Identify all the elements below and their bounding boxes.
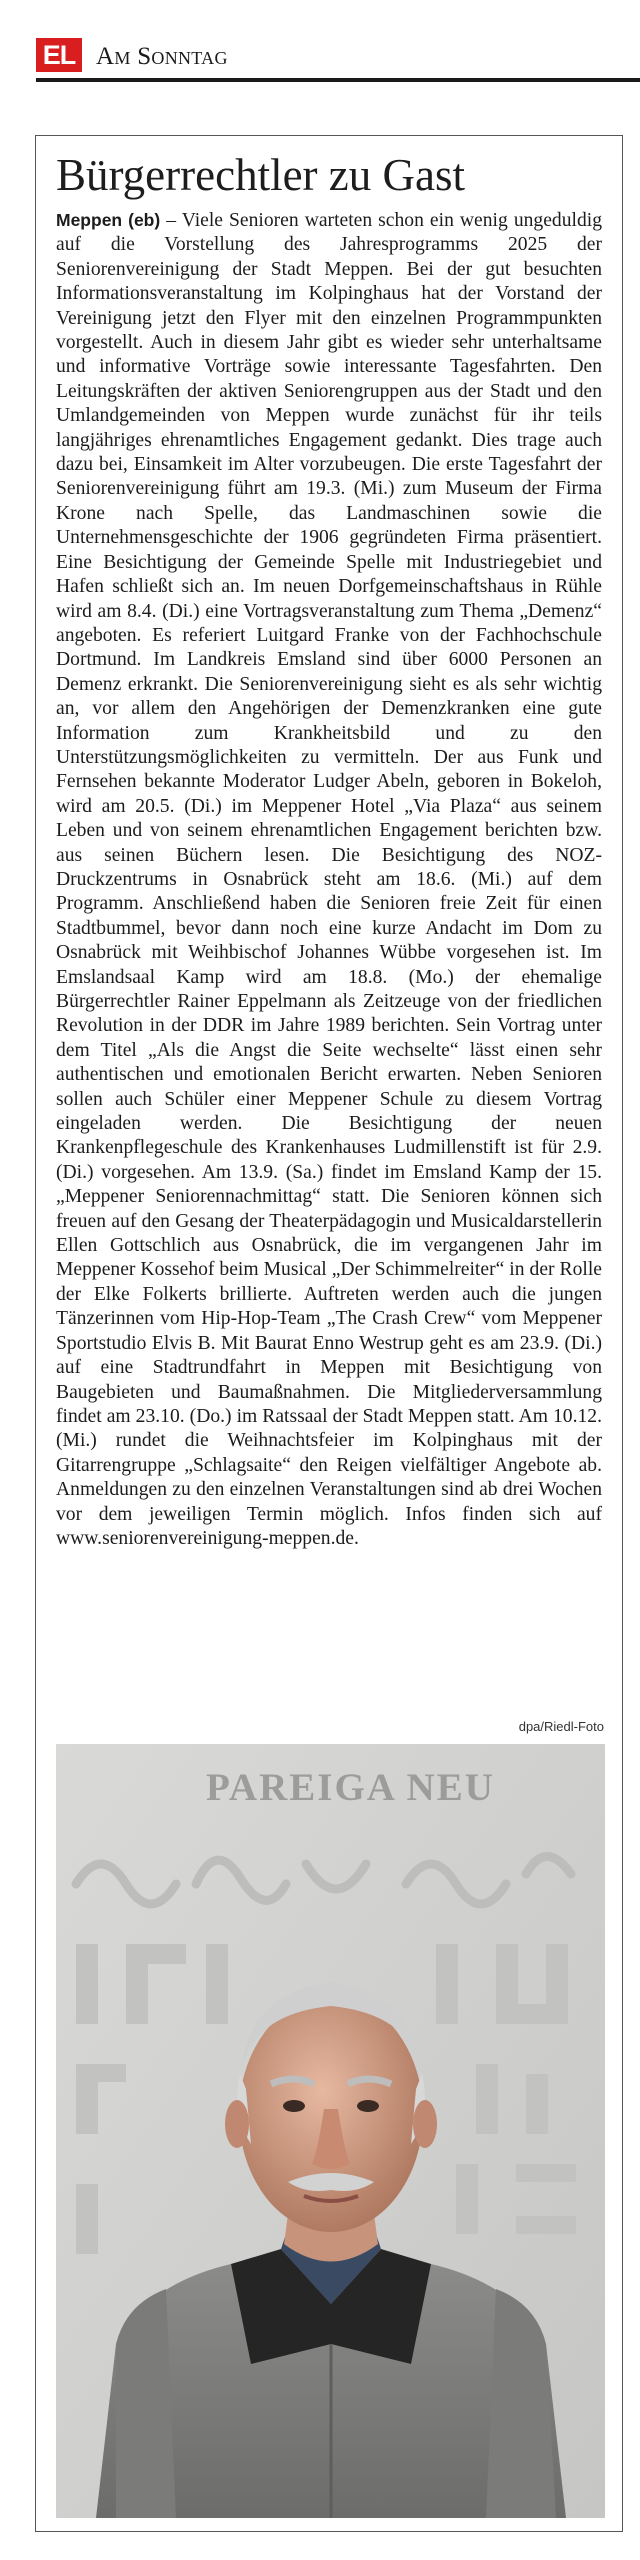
article-headline: Bürgerrechtler zu Gast [56,150,465,200]
masthead-rule [36,78,640,82]
photo-credit: dpa/Riedl-Foto [518,1719,604,1734]
article-box [35,135,623,2532]
newspaper-logo: EL [36,38,82,72]
article-photo [56,1744,605,2518]
masthead [36,38,640,74]
article-body-text: – Viele Senioren warteten schon ein wenig ungeduldig auf die Vorstellung des Jahresprogramms 2025 der Seniorenvereinigung der Stadt Meppen. Bei der gut besuchten Informationsveranstaltung im Kolpinghaus hat der Vorstand der Vereinigung jetzt den Flyer mit den einzelnen Programmpunkten vorgestellt. Auch in diesem Jahr gibt es wieder sehr unterhaltsame und informative Vorträge sowie interessante Tagesfahrten. Den Leitungskräften der aktiven Seniorengruppen aus der Stadt und den Umlandgemeinden von Meppen wurde zunächst für ihr teils langjähriges ehrenamtliches Engagement gedankt. Dies trage auch dazu bei, Einsamkeit im Alter vorzubeugen. Die erste Tagesfahrt der Seniorenvereinigung führt am 19.3. (Mi.) zum Museum der Firma Krone nach Spelle, das Landmaschinen sowie die Unternehmensgeschichte der 1906 gegründeten Firma präsentiert. Eine Besichtigung der Gemeinde Spelle mit Industriegebiet und Hafen schließt sich an. Im neuen Dorfgemeinschaftshaus in Rühle wird am 8.4. (Di.) eine Vortragsveranstaltung zum Thema „Demenz“ angeboten. Es referiert Luitgard Franke von der Fachhochschule Dortmund. Im Landkreis Emsland sind über 6000 Personen an Demenz erkrankt. Die Seniorenvereinigung sieht es als sehr wichtig an, vor allem den Angehörigen der Demenzkranken eine gute Information zum Krankheitsbild und zu den Unterstützungsmöglichkeiten zu vermitteln. Der aus Funk und Fernsehen bekannte Moderator Ludger Abeln, geboren in Bokeloh, wird am 20.5. (Di.) im Meppener Hotel „Via Plaza“ aus seinem Leben und von seinem ehrenamtlichen Engagement berichten bzw. aus seinen Büchern lesen. Die Besichtigung des NOZ-Druckzentrums in Osnabrück steht am 18.6. (Mi.) auf dem Programm. Anschließend haben die Senioren freie Zeit für einen Stadtbummel, bevor dann noch eine kurze Andacht im Dom zu Osnabrück mit Weihbischof Johannes Wübbe vorgesehen ist. Im Emslandsaal Kamp wird am 18.8. (Mo.) der ehemalige Bürgerrechtler Rainer Eppelmann als Zeitzeuge von der friedlichen Revolution in der DDR im Jahre 1989 berichten. Sein Vortrag unter dem Titel „Als die Angst die Seite wechselte“ lässt einen sehr authentischen und emotionalen Bericht erwarten. Neben Senioren sollen auch Schüler einer Meppener Schule zu diesem Vortrag eingeladen werden. Die Besichtigung der neuen Krankenpflegeschule des Krankenhauses Ludmillenstift ist für 2.9. (Di.) vorgesehen. Am 13.9. (Sa.) findet im Emsland Kamp der 15. „Meppener Seniorennachmittag“ statt. Die Senioren können sich freuen auf den Gesang der Theaterpädagogin und Musicaldarstellerin Ellen Gottschlich aus Osnabrück, die im vergangenen Jahr im Meppener Kossehof beim Musical „Der Schimmelreiter“ in der Rolle der Elke Folkerts brillierte. Auftreten werden auch die jungen Tänzerinnen vom Hip-Hop-Team „The Crash Crew“ vom Meppener Sportstudio Elvis B. Mit Baurat Enno Westrup geht es am 23.9. (Di.) auf eine Stadtrundfahrt in Meppen mit Besichtigung von Baugebieten und Baumaßnahmen. Die Mitgliederversammlung findet am 23.10. (Do.) im Ratssaal der Stadt Meppen statt. Am 10.12. (Mi.) rundet die Weihnachtsfeier im Kolpinghaus mit der Gitarrengruppe „Schlagsaite“ den Reigen vielfältiger Angebote ab. Anmeldungen zu den einzelnen Veranstaltungen sind ab drei Wochen vor dem jeweiligen Termin möglich. Infos finden sich auf www.seniorenvereinigung-meppen.de. [56,210,602,1549]
sign-heading: PAREIGA NEU [206,1766,495,1809]
article-dateline: Meppen (eb) [56,210,161,230]
article-body [56,208,602,1551]
edition-title: Am Sonntag [96,43,228,70]
portrait-illustration [56,1744,605,2518]
